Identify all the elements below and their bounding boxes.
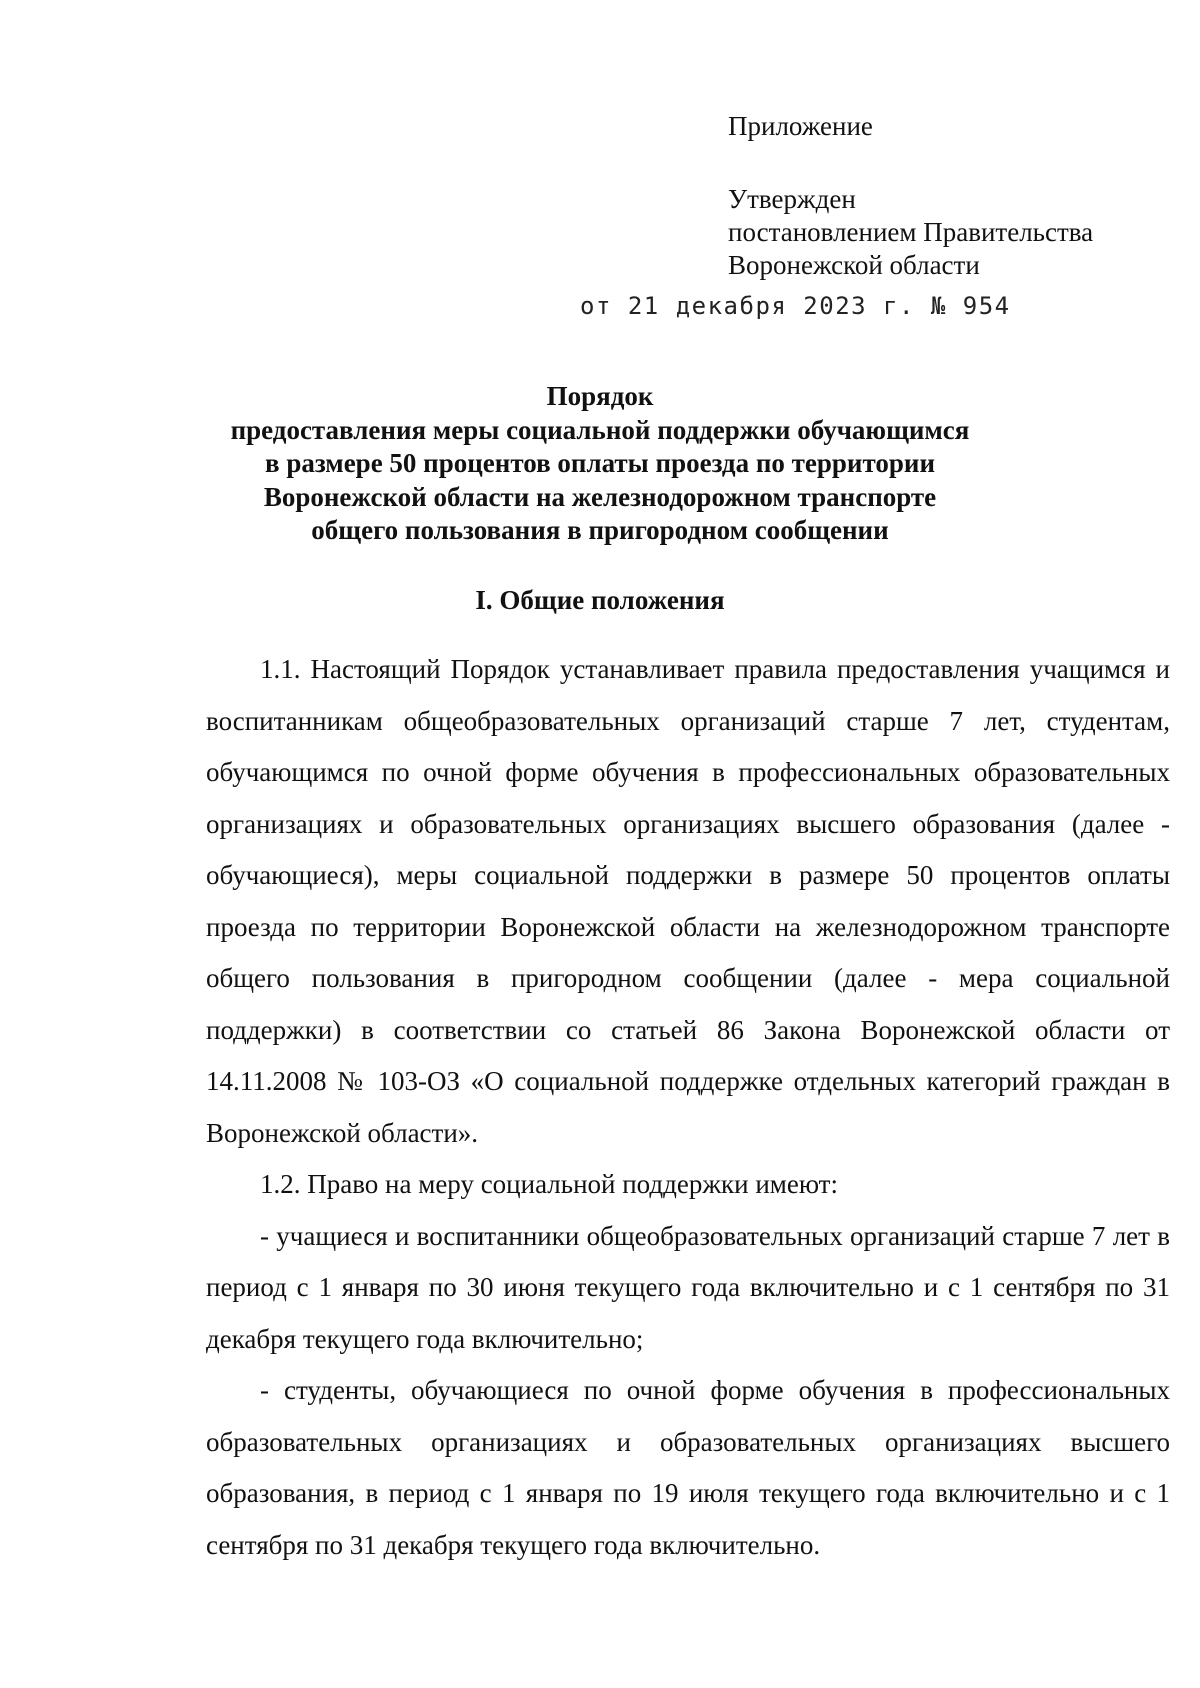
title-line: общего пользования в пригородном сообщении [311, 515, 889, 545]
section-heading: I. Общие положения [475, 585, 725, 615]
paragraph: 1.2. Право на меру социальной поддержки имеют: [260, 1169, 838, 1199]
paragraph: - учащиеся и воспитанники общеобразовательных организаций старше 7 лет в период с 1 января по 30 июня текущего года включительно и с 1 сентября по 31 декабря текущего года включительно; [206, 1220, 1170, 1354]
paragraph: - студенты, обучающиеся по очной форме обучения в профессиональных образовательных организациях и образовательных организациях высшего образования, в период с 1 января по 19 июля текущего года включительно и с 1 сентября по 31 декабря текущего года включительно. [206, 1375, 1170, 1560]
document-body [206, 644, 1170, 1571]
approval-line: Воронежской области [728, 250, 980, 280]
title-line: в размере 50 процентов оплаты проезда по территории [264, 448, 936, 478]
document-title [200, 380, 1000, 548]
paragraph: 1.1. Настоящий Порядок устанавливает правила предоставления учащимся и воспитанникам общеобразовательных организаций старше 7 лет, студентам, обучающимся по очной форме обучения в профессиональных образовательных организациях и образовательных организациях высшего образования (далее - обучающиеся), меры социальной поддержки в размере 50 процентов оплаты проезда по территории Воронежской области на железнодорожном транспорте общего пользования в пригородном сообщении (далее - мера социальной поддержки) в соответствии со статьей 86 Закона Воронежской области от 14.11.2008 № 103-ОЗ «О социальной поддержке отдельных категорий граждан в Воронежской области». [206, 654, 1170, 1148]
title-line: Порядок [546, 381, 654, 411]
approval-block [728, 183, 1093, 282]
appendix-label: Приложение [728, 111, 873, 141]
title-line: предоставления меры социальной поддержки обучающимся [230, 414, 970, 445]
approval-line: постановлением Правительства [728, 217, 1094, 247]
title-line: Воронежской области на железнодорожном транспорте [263, 481, 937, 512]
decree-date-number: от 21 декабря 2023 г. № 954 [580, 292, 1011, 320]
approval-line: Утвержден [728, 184, 856, 214]
